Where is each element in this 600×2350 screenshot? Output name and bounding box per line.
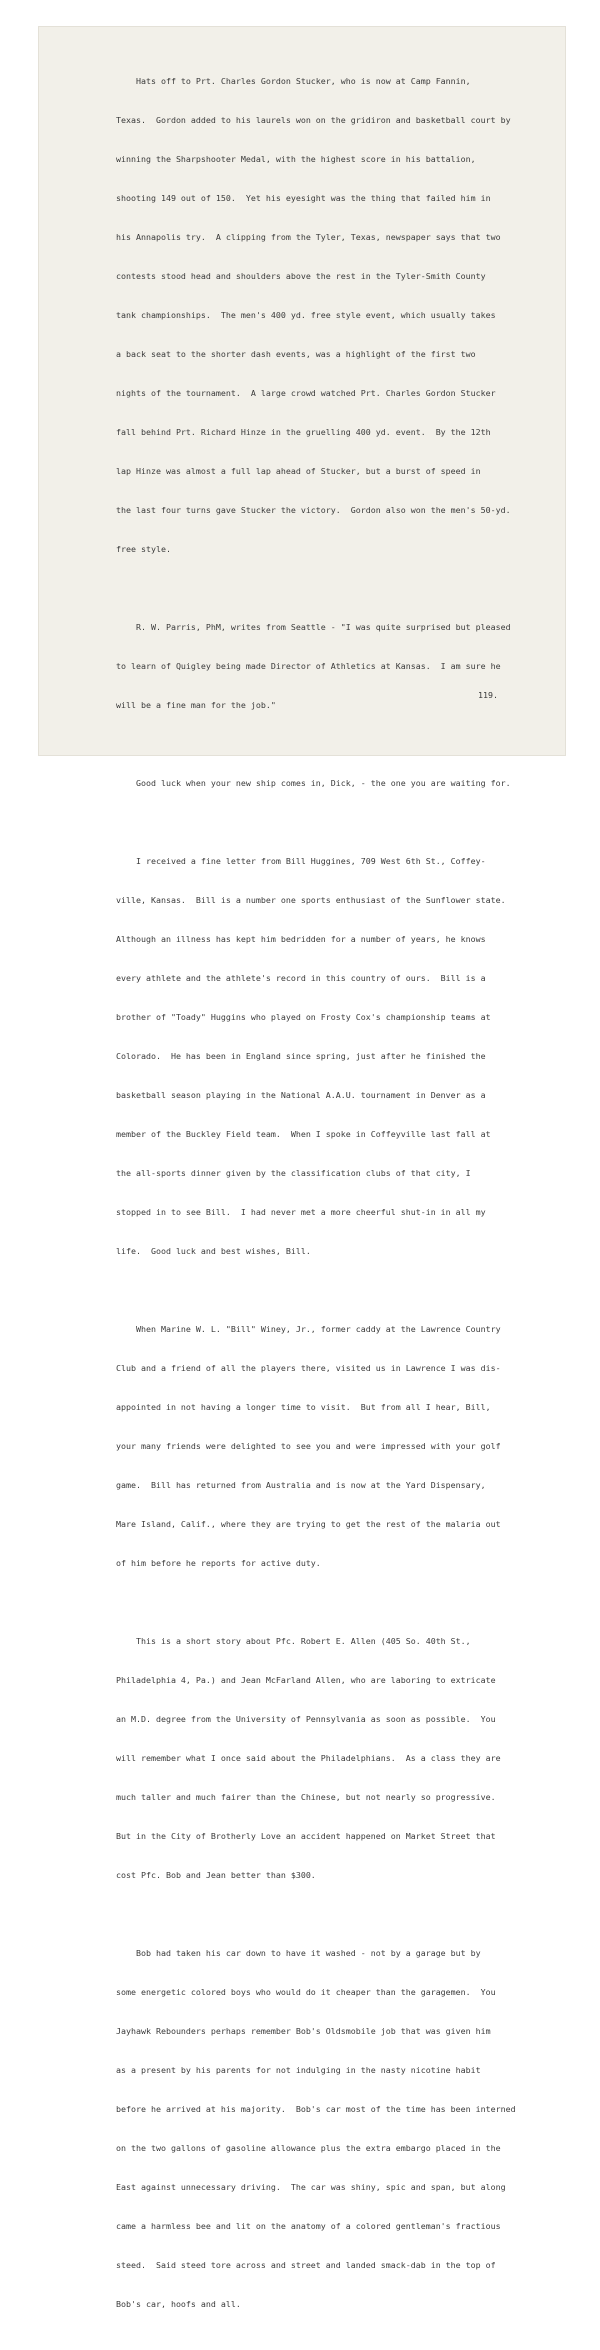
paragraph-dick: [116, 751, 566, 816]
text-line: nights of the tournament. A large crowd watched Prt. Charles Gordon Stucker: [116, 388, 496, 398]
text-line: winning the Sharpshooter Medal, with the highest score in his battalion,: [116, 154, 476, 164]
page-number: 119.: [478, 690, 498, 700]
text-line: game. Bill has returned from Australia and is now at the Yard Dispensary,: [116, 1480, 486, 1490]
text-line: member of the Buckley Field team. When I spoke in Coffeyville last fall at: [116, 1129, 491, 1139]
text-line: life. Good luck and best wishes, Bill.: [116, 1246, 311, 1256]
text-line: an M.D. degree from the University of Pennsylvania as soon as possible. You: [116, 1714, 496, 1724]
page-body: [116, 49, 566, 2350]
text-line: free style.: [116, 544, 171, 554]
text-line: When Marine W. L. "Bill" Winey, Jr., former caddy at the Lawrence Country: [116, 1324, 501, 1334]
text-line: on the two gallons of gasoline allowance plus the extra embargo placed in the: [116, 2143, 501, 2153]
text-line: much taller and much fairer than the Chinese, but not nearly so progressive.: [116, 1792, 496, 1802]
text-line: stopped in to see Bill. I had never met a more cheerful shut-in in all my: [116, 1207, 486, 1217]
text-line: brother of "Toady" Huggins who played on Frosty Cox's championship teams at: [116, 1012, 491, 1022]
text-line: basketball season playing in the National A.A.U. tournament in Denver as a: [116, 1090, 486, 1100]
text-line: his Annapolis try. A clipping from the Tyler, Texas, newspaper says that two: [116, 232, 501, 242]
text-line: Hats off to Prt. Charles Gordon Stucker, who is now at Camp Fannin,: [116, 76, 471, 86]
text-line: Bob's car, hoofs and all.: [116, 2299, 241, 2309]
paragraph-huggines: [116, 829, 566, 1284]
text-line: But in the City of Brotherly Love an accident happened on Market Street that: [116, 1831, 496, 1841]
text-line: some energetic colored boys who would do it cheaper than the garagemen. You: [116, 1987, 496, 1997]
text-line: R. W. Parris, PhM, writes from Seattle - "I was quite surprised but pleased: [116, 622, 511, 632]
text-line: of him before he reports for active duty.: [116, 1558, 321, 1568]
text-line: shooting 149 out of 150. Yet his eyesight was the thing that failed him in: [116, 193, 491, 203]
text-line: to learn of Quigley being made Director of Athletics at Kansas. I am sure he: [116, 661, 501, 671]
text-line: the last four turns gave Stucker the victory. Gordon also won the men's 50-yd.: [116, 505, 511, 515]
text-line: Club and a friend of all the players there, visited us in Lawrence I was dis-: [116, 1363, 501, 1373]
text-line: Good luck when your new ship comes in, Dick, - the one you are waiting for.: [116, 778, 511, 788]
text-line: Mare Island, Calif., where they are trying to get the rest of the malaria out: [116, 1519, 501, 1529]
paragraph-bob-car: [116, 1921, 566, 2337]
text-line: Although an illness has kept him bedridden for a number of years, he knows: [116, 934, 486, 944]
text-line: East against unnecessary driving. The car was shiny, spic and span, but along: [116, 2182, 506, 2192]
text-line: ville, Kansas. Bill is a number one sports enthusiast of the Sunflower state.: [116, 895, 506, 905]
text-line: a back seat to the shorter dash events, was a highlight of the first two: [116, 349, 476, 359]
text-line: the all-sports dinner given by the classification clubs of that city, I: [116, 1168, 471, 1178]
text-line: Jayhawk Rebounders perhaps remember Bob's Oldsmobile job that was given him: [116, 2026, 491, 2036]
text-line: will remember what I once said about the Philadelphians. As a class they are: [116, 1753, 501, 1763]
text-line: your many friends were delighted to see you and were impressed with your golf: [116, 1441, 501, 1451]
text-line: lap Hinze was almost a full lap ahead of Stucker, but a burst of speed in: [116, 466, 481, 476]
paragraph-allen: [116, 1609, 566, 1908]
paragraph-winey: [116, 1297, 566, 1596]
paragraph-parris: [116, 595, 566, 738]
text-line: Bob had taken his car down to have it washed - not by a garage but by: [116, 1948, 481, 1958]
text-line: Philadelphia 4, Pa.) and Jean McFarland Allen, who are laboring to extricate: [116, 1675, 496, 1685]
text-line: contests stood head and shoulders above the rest in the Tyler-Smith County: [116, 271, 486, 281]
text-line: cost Pfc. Bob and Jean better than $300.: [116, 1870, 316, 1880]
text-line: I received a fine letter from Bill Huggines, 709 West 6th St., Coffey-: [116, 856, 486, 866]
text-line: Texas. Gordon added to his laurels won on the gridiron and basketball court by: [116, 115, 511, 125]
text-line: every athlete and the athlete's record in this country of ours. Bill is a: [116, 973, 486, 983]
text-line: as a present by his parents for not indulging in the nasty nicotine habit: [116, 2065, 481, 2075]
text-line: Colorado. He has been in England since spring, just after he finished the: [116, 1051, 486, 1061]
text-line: came a harmless bee and lit on the anatomy of a colored gentleman's fractious: [116, 2221, 501, 2231]
text-line: before he arrived at his majority. Bob's car most of the time has been interned: [116, 2104, 516, 2114]
text-line: This is a short story about Pfc. Robert E. Allen (405 So. 40th St.,: [116, 1636, 471, 1646]
text-line: tank championships. The men's 400 yd. free style event, which usually takes: [116, 310, 496, 320]
paragraph-stucker: [116, 49, 566, 582]
text-line: will be a fine man for the job.": [116, 700, 276, 710]
text-line: appointed in not having a longer time to visit. But from all I hear, Bill,: [116, 1402, 491, 1412]
text-line: steed. Said steed tore across and street and landed smack-dab in the top of: [116, 2260, 496, 2270]
text-line: fall behind Prt. Richard Hinze in the gruelling 400 yd. event. By the 12th: [116, 427, 491, 437]
